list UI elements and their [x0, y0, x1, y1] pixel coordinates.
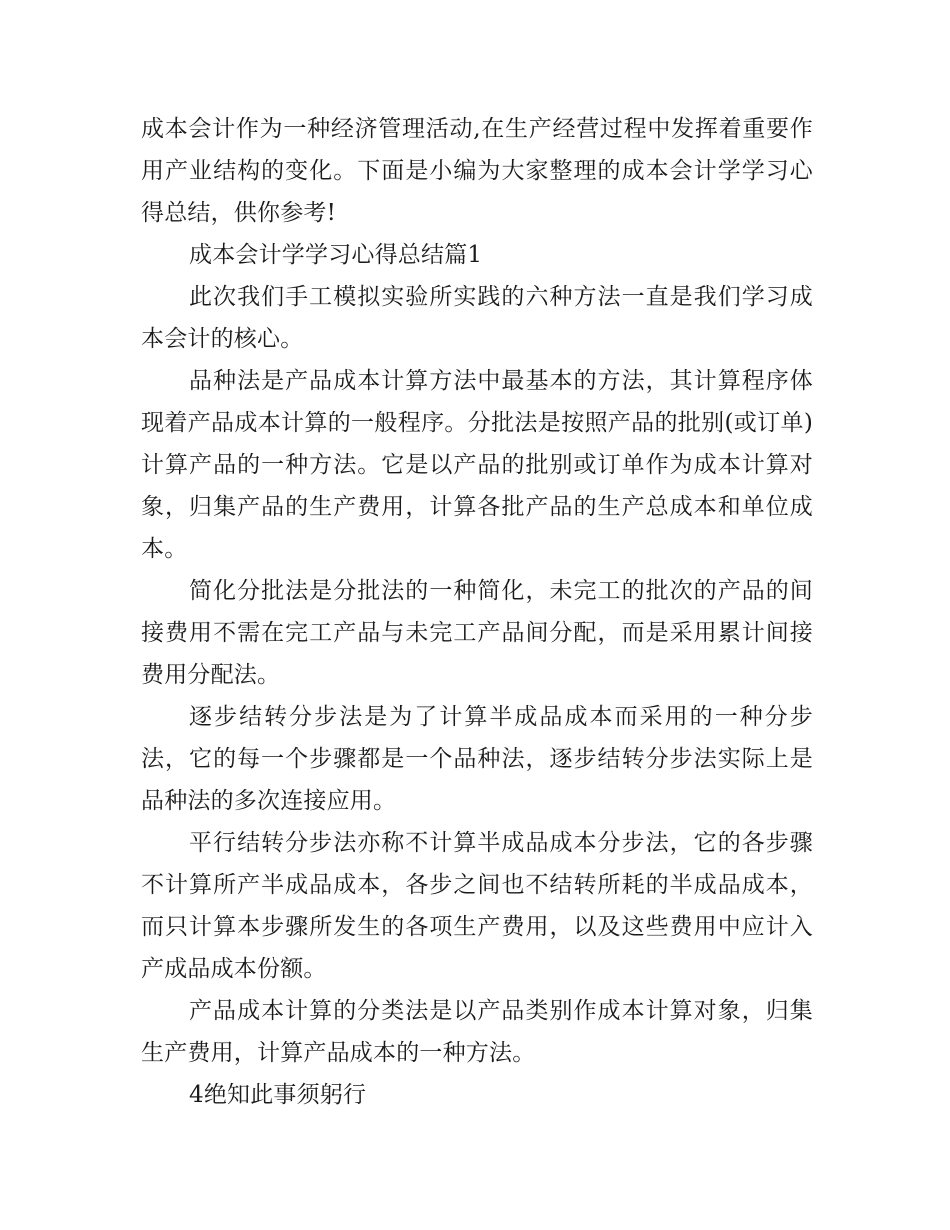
subsection-heading: 4绝知此事须躬行: [189, 1082, 367, 1108]
paragraph-classification: 产品成本计算的分类法是以产品类别作成本计算对象，归集生产费用，计算产品成本的一种方法。: [141, 998, 813, 1066]
section-heading: 成本会计学学习心得总结篇1: [189, 242, 483, 268]
paragraph-experiment: 此次我们手工模拟实验所实践的六种方法一直是我们学习成本会计的核心。: [141, 284, 813, 352]
intro-paragraph: 成本会计作为一种经济管理活动,在生产经营过程中发挥着重要作用产业结构的变化。下面是小编为大家整理的成本会计学学习心得总结，供你参考!: [141, 116, 813, 226]
paragraph-sequential-step: 逐步结转分步法是为了计算半成品成本而采用的一种分步法，它的每一个步骤都是一个品种法，逐步结转分步法实际上是品种法的多次连接应用。: [141, 704, 813, 814]
paragraph-variety-method: 品种法是产品成本计算方法中最基本的方法，其计算程序体现着产品成本计算的一般程序。分批法是按照产品的批别(或订单)计算产品的一种方法。它是以产品的批别或订单作为成本计算对象，归集产品的生产费用，计算各批产品的生产总成本和单位成本。: [141, 368, 813, 562]
document-body: [141, 108, 813, 1116]
paragraph-simplified-batch: 简化分批法是分批法的一种简化，未完工的批次的产品的间接费用不需在完工产品与未完工产品间分配，而是采用累计间接费用分配法。: [141, 578, 813, 688]
paragraph-parallel-step: 平行结转分步法亦称不计算半成品成本分步法，它的各步骤不计算所产半成品成本，各步之间也不结转所耗的半成品成本，而只计算本步骤所发生的各项生产费用，以及这些费用中应计入产成品成本份额。: [141, 830, 813, 982]
